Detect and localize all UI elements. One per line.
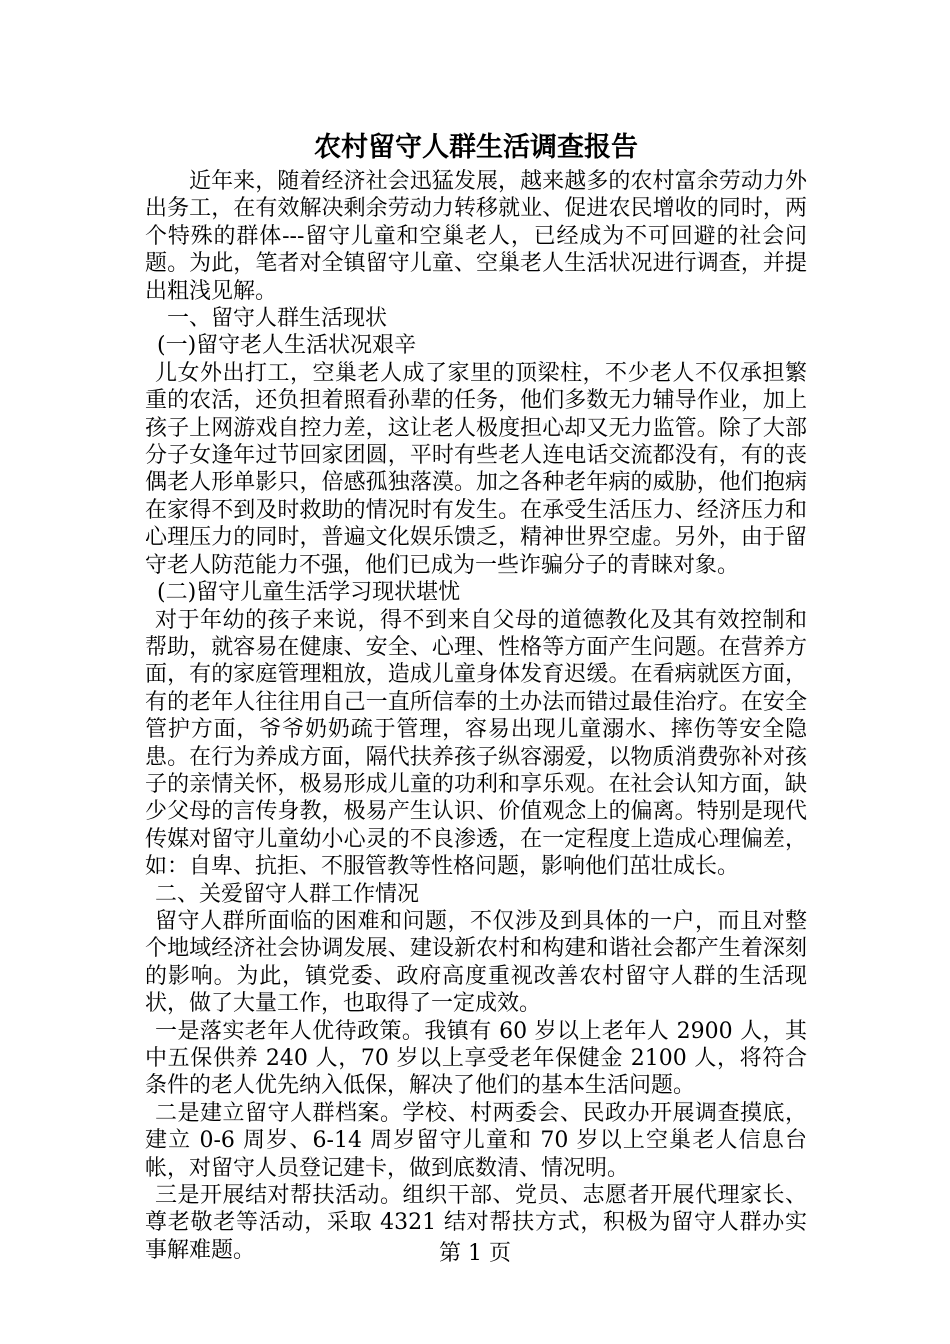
body-paragraph: 留守人群所面临的困难和问题，不仅涉及到具体的一户，而且对整个地域经济社会协调发展、建设新农村和构建和谐社会都产生着深刻的影响。为此，镇党委、政府高度重视改善农村留守人群的生活现状，做了大量工作，也取得了一定成效。 [145, 908, 807, 1017]
intro-paragraph: 近年来，随着经济社会迅猛发展，越来越多的农村富余劳动力外出务工，在有效解决剩余劳动力转移就业、促进农民增收的同时，两个特殊的群体---留守儿童和空巢老人，已经成为不可回避的社会问题。为此，笔者对全镇留守儿童、空巢老人生活状况进行调查，并提出粗浅见解。 [145, 169, 807, 304]
document-title: 农村留守人群生活调查报告 [314, 132, 638, 163]
body-paragraph: 一是落实老年人优待政策。我镇有 60 岁以上老年人 2900 人，其中五保供养 240 人，70 岁以上享受老年保健金 2100 人，将符合条件的老人优先纳入低保，解决了他们的基本生活问题。 [145, 1018, 807, 1099]
body-paragraph: 儿女外出打工，空巢老人成了家里的顶梁柱，不少老人不仅承担繁重的农活，还负担着照看孙辈的任务，他们多数无力辅导作业，加上孩子上网游戏自控力差，这让老人极度担心却又无力监管。除了大部分子女逢年过节回家团圆，平时有些老人连电话交流都没有，有的丧偶老人形单影只，倍感孤独落漠。加之各种老年病的威胁，他们抱病在家得不到及时救助的情况时有发生。在承受生活压力、经济压力和心理压力的同时，普遍文化娱乐馈乏，精神世界空虚。另外，由于留守老人防范能力不强，他们已成为一些诈骗分子的青睐对象。 [145, 360, 807, 578]
section-heading-2: 二、关爱留守人群工作情况 [155, 881, 420, 907]
body-paragraph: 对于年幼的孩子来说，得不到来自父母的道德教化及其有效控制和帮助，就容易在健康、安全、心理、性格等方面产生问题。在营养方面，有的家庭管理粗放，造成儿童身体发育迟缓。在看病就医方面，有的老年人往往用自己一直所信奉的土办法而错过最佳治疗。在安全管护方面，爷爷奶奶疏于管理，容易出现儿童溺水、摔伤等安全隐患。在行为养成方面，隔代扶养孩子纵容溺爱，以物质消费弥补对孩子的亲情关怀，极易形成儿童的功利和享乐观。在社会认知方面，缺少父母的言传身教，极易产生认识、价值观念上的偏离。特别是现代传媒对留守儿童幼小心灵的不良渗透，在一定程度上造成心理偏差，如：自卑、抗拒、不服管教等性格问题，影响他们茁壮成长。 [145, 607, 807, 880]
subsection-heading-1: (一)留守老人生活状况艰辛 [157, 333, 417, 359]
section-heading-1: 一、留守人群生活现状 [167, 306, 388, 332]
body-paragraph: 三是开展结对帮扶活动。组织干部、党员、志愿者开展代理家长、尊老敬老等活动，采取 4321 结对帮扶方式，积极为留守人群办实事解难题。 [145, 1183, 807, 1263]
document-page [145, 128, 807, 1264]
body-paragraph: 二是建立留守人群档案。学校、村两委会、民政办开展调查摸底，建立 0-6 周岁、6-14 周岁留守儿童和 70 岁以上空巢老人信息台帐，对留守人员登记建卡，做到底数清、情况明。 [145, 1100, 807, 1181]
page-number: 第 1 页 [439, 1241, 511, 1266]
subsection-heading-2: (二)留守儿童生活学习现状堪忧 [157, 580, 461, 606]
